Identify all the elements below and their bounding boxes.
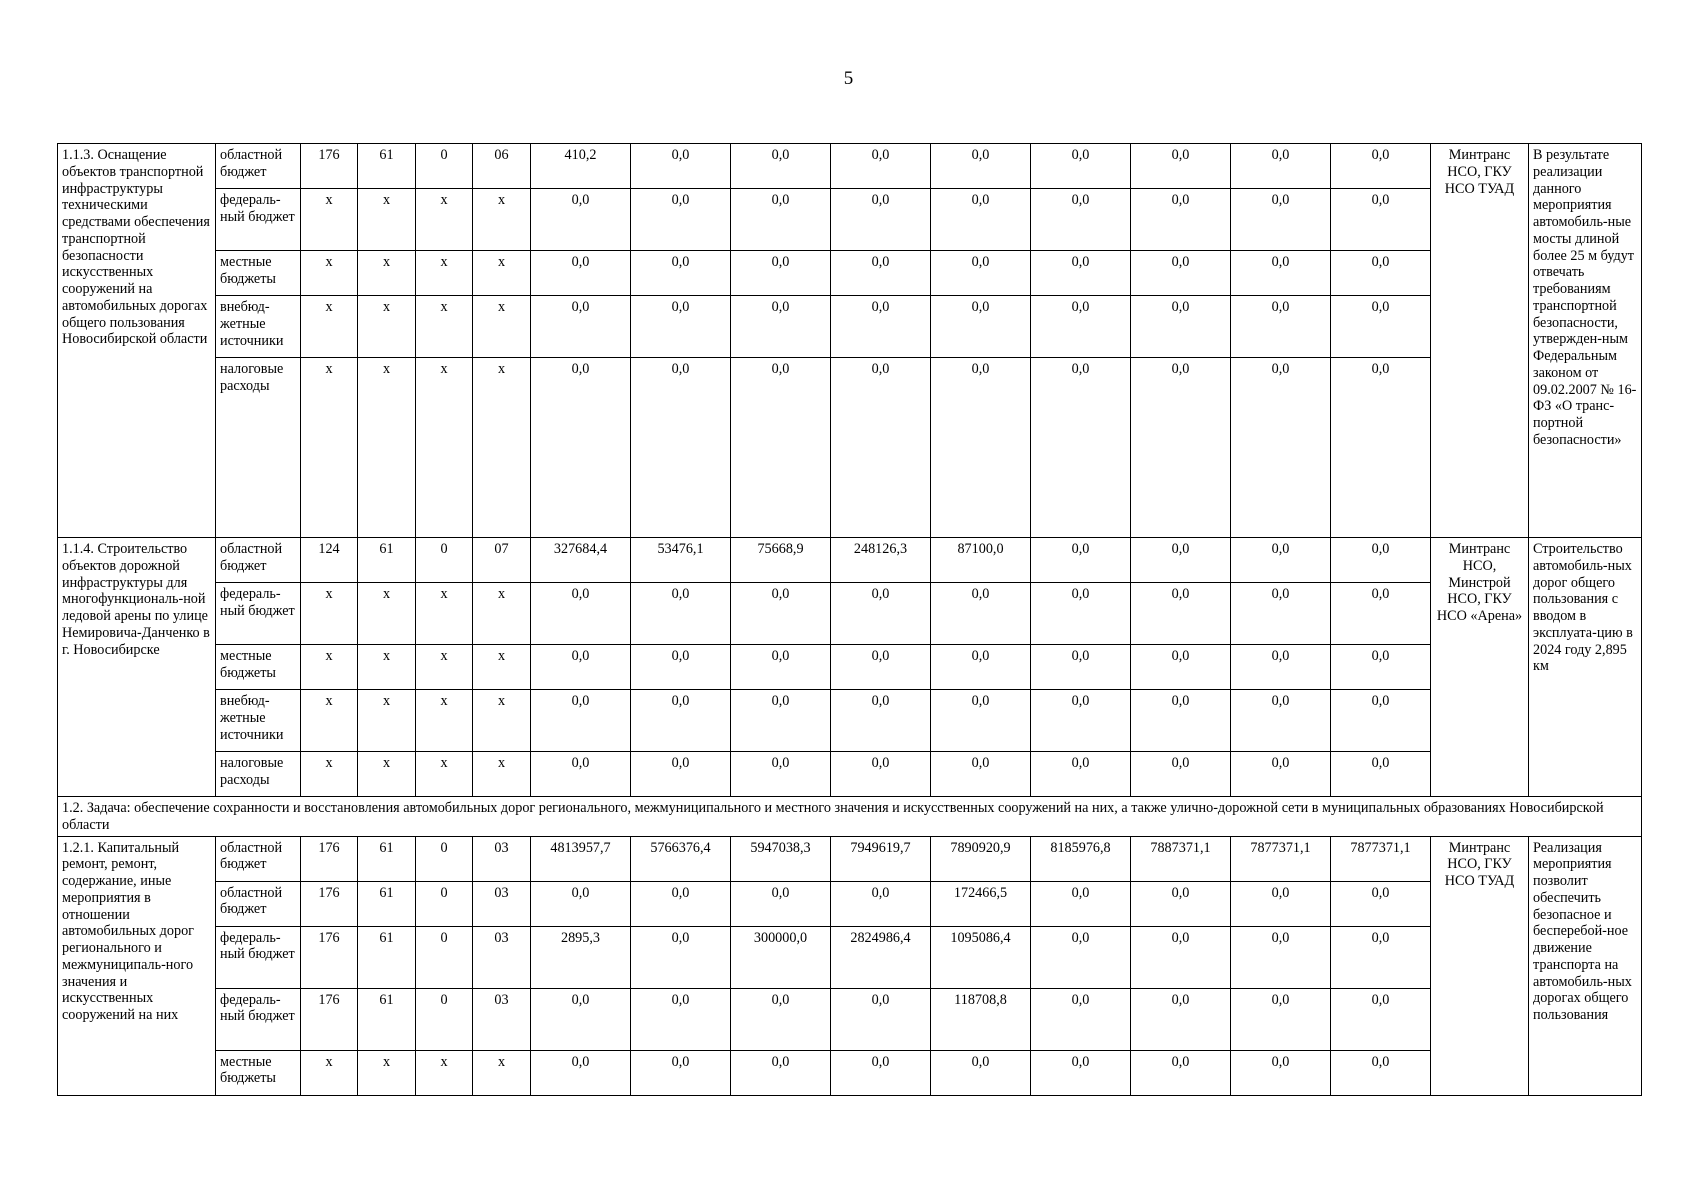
budget-code: x bbox=[416, 690, 473, 752]
amount-value: 0,0 bbox=[531, 251, 631, 296]
amount-value: 0,0 bbox=[931, 690, 1031, 752]
amount-value: 0,0 bbox=[1331, 358, 1431, 538]
budget-code: 176 bbox=[301, 988, 358, 1050]
table-row bbox=[58, 926, 1642, 988]
budget-code: x bbox=[416, 358, 473, 538]
amount-value: 0,0 bbox=[831, 881, 931, 926]
amount-value: 75668,9 bbox=[731, 538, 831, 583]
amount-value: 300000,0 bbox=[731, 926, 831, 988]
amount-value: 0,0 bbox=[1131, 538, 1231, 583]
amount-value: 0,0 bbox=[1131, 645, 1231, 690]
budget-code: x bbox=[301, 690, 358, 752]
budget-code: x bbox=[358, 189, 416, 251]
amount-value: 327684,4 bbox=[531, 538, 631, 583]
table-row bbox=[58, 752, 1642, 797]
amount-value: 5766376,4 bbox=[631, 836, 731, 881]
amount-value: 0,0 bbox=[1331, 926, 1431, 988]
amount-value: 0,0 bbox=[631, 926, 731, 988]
budget-code: 176 bbox=[301, 836, 358, 881]
amount-value: 0,0 bbox=[531, 358, 631, 538]
amount-value: 0,0 bbox=[831, 251, 931, 296]
amount-value: 0,0 bbox=[1231, 144, 1331, 189]
amount-value: 0,0 bbox=[1231, 538, 1331, 583]
funding-source: областной бюджет bbox=[216, 144, 301, 189]
amount-value: 0,0 bbox=[731, 296, 831, 358]
budget-code: x bbox=[358, 1050, 416, 1095]
table-row bbox=[58, 690, 1642, 752]
budget-code: 06 bbox=[473, 144, 531, 189]
amount-value: 172466,5 bbox=[931, 881, 1031, 926]
amount-value: 0,0 bbox=[1031, 358, 1131, 538]
amount-value: 0,0 bbox=[931, 189, 1031, 251]
budget-code: x bbox=[473, 358, 531, 538]
amount-value: 0,0 bbox=[731, 881, 831, 926]
amount-value: 0,0 bbox=[631, 988, 731, 1050]
funding-source: федераль-ный бюджет bbox=[216, 583, 301, 645]
amount-value: 0,0 bbox=[731, 988, 831, 1050]
amount-value: 87100,0 bbox=[931, 538, 1031, 583]
amount-value: 0,0 bbox=[531, 752, 631, 797]
budget-code: x bbox=[473, 645, 531, 690]
amount-value: 0,0 bbox=[1331, 296, 1431, 358]
table-row bbox=[58, 144, 1642, 189]
measure-name: 1.2.1. Капитальный ремонт, ремонт, содержание, иные мероприятия в отношении автомобильных дорог регионального и межмуниципаль-ного значения и искусственных сооружений на них bbox=[58, 836, 216, 1095]
amount-value: 0,0 bbox=[931, 251, 1031, 296]
amount-value: 0,0 bbox=[531, 645, 631, 690]
budget-code: x bbox=[358, 690, 416, 752]
expected-result: В результате реализации данного мероприятия автомобиль-ные мосты длиной более 25 м будут отвечать требованиям транспортной безопасности, утвержден-ным Федеральным законом от 09.02.2007 № 16-ФЗ «О транс-портной безопасности» bbox=[1529, 144, 1642, 538]
amount-value: 0,0 bbox=[631, 358, 731, 538]
amount-value: 0,0 bbox=[1231, 645, 1331, 690]
table-row bbox=[58, 645, 1642, 690]
executor: Минтранс НСО, ГКУ НСО ТУАД bbox=[1431, 144, 1529, 538]
amount-value: 0,0 bbox=[1331, 144, 1431, 189]
expected-result: Строительство автомобиль-ных дорог общего пользования с вводом в эксплуата-цию в 2024 году 2,895 км bbox=[1529, 538, 1642, 797]
amount-value: 0,0 bbox=[631, 752, 731, 797]
amount-value: 0,0 bbox=[531, 690, 631, 752]
budget-code: 03 bbox=[473, 881, 531, 926]
table-row bbox=[58, 836, 1642, 881]
amount-value: 0,0 bbox=[931, 144, 1031, 189]
amount-value: 7877371,1 bbox=[1231, 836, 1331, 881]
task-row bbox=[58, 797, 1642, 837]
amount-value: 0,0 bbox=[531, 583, 631, 645]
amount-value: 0,0 bbox=[731, 752, 831, 797]
amount-value: 2824986,4 bbox=[831, 926, 931, 988]
table-row bbox=[58, 538, 1642, 583]
amount-value: 0,0 bbox=[731, 690, 831, 752]
table-row bbox=[58, 881, 1642, 926]
page-number: 5 bbox=[843, 68, 854, 89]
amount-value: 0,0 bbox=[1031, 926, 1131, 988]
amount-value: 0,0 bbox=[1231, 881, 1331, 926]
budget-code: x bbox=[416, 645, 473, 690]
funding-source: местные бюджеты bbox=[216, 251, 301, 296]
amount-value: 0,0 bbox=[831, 358, 931, 538]
amount-value: 0,0 bbox=[1131, 690, 1231, 752]
budget-code: 03 bbox=[473, 836, 531, 881]
amount-value: 0,0 bbox=[1131, 583, 1231, 645]
budget-code: x bbox=[358, 752, 416, 797]
budget-code: 176 bbox=[301, 926, 358, 988]
amount-value: 0,0 bbox=[1131, 189, 1231, 251]
table-row bbox=[58, 583, 1642, 645]
budget-code: 176 bbox=[301, 881, 358, 926]
budget-code: x bbox=[301, 296, 358, 358]
amount-value: 0,0 bbox=[1131, 144, 1231, 189]
amount-value: 0,0 bbox=[1231, 690, 1331, 752]
budget-code: x bbox=[473, 296, 531, 358]
budget-code: x bbox=[473, 1050, 531, 1095]
amount-value: 0,0 bbox=[631, 583, 731, 645]
amount-value: 0,0 bbox=[1231, 189, 1331, 251]
amount-value: 0,0 bbox=[731, 144, 831, 189]
amount-value: 0,0 bbox=[1031, 1050, 1131, 1095]
amount-value: 0,0 bbox=[1031, 690, 1131, 752]
amount-value: 0,0 bbox=[831, 690, 931, 752]
amount-value: 0,0 bbox=[1031, 583, 1131, 645]
amount-value: 0,0 bbox=[1131, 881, 1231, 926]
budget-code: x bbox=[416, 189, 473, 251]
budget-code: 07 bbox=[473, 538, 531, 583]
budget-code: 0 bbox=[416, 144, 473, 189]
budget-code: 176 bbox=[301, 144, 358, 189]
budget-code: x bbox=[358, 645, 416, 690]
amount-value: 0,0 bbox=[631, 1050, 731, 1095]
amount-value: 8185976,8 bbox=[1031, 836, 1131, 881]
amount-value: 0,0 bbox=[731, 358, 831, 538]
amount-value: 410,2 bbox=[531, 144, 631, 189]
funding-source: налоговые расходы bbox=[216, 358, 301, 538]
amount-value: 0,0 bbox=[631, 144, 731, 189]
budget-code: x bbox=[473, 752, 531, 797]
amount-value: 0,0 bbox=[931, 358, 1031, 538]
measure-name: 1.1.3. Оснащение объектов транспортной инфраструктуры техническими средствами обеспечения транспортной безопасности искусственных сооружений на автомобильных дорогах общего пользования Новосибирской области bbox=[58, 144, 216, 538]
amount-value: 0,0 bbox=[831, 189, 931, 251]
amount-value: 0,0 bbox=[1131, 752, 1231, 797]
budget-code: 61 bbox=[358, 144, 416, 189]
budget-code: 61 bbox=[358, 881, 416, 926]
budget-code: x bbox=[416, 583, 473, 645]
budget-code: 0 bbox=[416, 988, 473, 1050]
executor: Минтранс НСО, Минстрой НСО, ГКУ НСО «Арена» bbox=[1431, 538, 1529, 797]
budget-code: 61 bbox=[358, 926, 416, 988]
task-heading: 1.2. Задача: обеспечение сохранности и восстановления автомобильных дорог регионального, межмуниципального и местного значения и искусственных сооружений на них, а также улично-дорожной сети в муниципальных образованиях Новосибирской области bbox=[58, 797, 1642, 837]
amount-value: 0,0 bbox=[1031, 988, 1131, 1050]
program-table bbox=[57, 143, 1642, 1096]
funding-source: областной бюджет bbox=[216, 881, 301, 926]
funding-source: местные бюджеты bbox=[216, 1050, 301, 1095]
amount-value: 0,0 bbox=[731, 1050, 831, 1095]
amount-value: 4813957,7 bbox=[531, 836, 631, 881]
amount-value: 0,0 bbox=[531, 881, 631, 926]
table-row bbox=[58, 1050, 1642, 1095]
funding-source: федераль-ный бюджет bbox=[216, 926, 301, 988]
funding-source: областной бюджет bbox=[216, 836, 301, 881]
budget-code: x bbox=[358, 251, 416, 296]
amount-value: 7949619,7 bbox=[831, 836, 931, 881]
table-row bbox=[58, 296, 1642, 358]
amount-value: 0,0 bbox=[531, 1050, 631, 1095]
amount-value: 0,0 bbox=[1231, 358, 1331, 538]
budget-code: x bbox=[358, 583, 416, 645]
amount-value: 0,0 bbox=[1031, 752, 1131, 797]
amount-value: 0,0 bbox=[1231, 583, 1331, 645]
amount-value: 0,0 bbox=[731, 251, 831, 296]
amount-value: 0,0 bbox=[1231, 296, 1331, 358]
amount-value: 1095086,4 bbox=[931, 926, 1031, 988]
budget-code: x bbox=[358, 358, 416, 538]
amount-value: 0,0 bbox=[1331, 251, 1431, 296]
amount-value: 0,0 bbox=[1331, 583, 1431, 645]
budget-code: x bbox=[416, 752, 473, 797]
amount-value: 2895,3 bbox=[531, 926, 631, 988]
amount-value: 0,0 bbox=[531, 988, 631, 1050]
amount-value: 0,0 bbox=[731, 189, 831, 251]
amount-value: 0,0 bbox=[631, 251, 731, 296]
budget-code: x bbox=[416, 296, 473, 358]
budget-code: x bbox=[358, 296, 416, 358]
amount-value: 0,0 bbox=[1331, 988, 1431, 1050]
amount-value: 0,0 bbox=[1131, 251, 1231, 296]
budget-code: x bbox=[301, 583, 358, 645]
funding-source: федераль-ный бюджет bbox=[216, 189, 301, 251]
amount-value: 0,0 bbox=[931, 1050, 1031, 1095]
funding-source: налоговые расходы bbox=[216, 752, 301, 797]
budget-code: 0 bbox=[416, 926, 473, 988]
amount-value: 0,0 bbox=[931, 645, 1031, 690]
funding-source: внебюд-жетные источники bbox=[216, 690, 301, 752]
amount-value: 0,0 bbox=[1331, 538, 1431, 583]
amount-value: 0,0 bbox=[631, 881, 731, 926]
budget-code: x bbox=[473, 690, 531, 752]
amount-value: 0,0 bbox=[1131, 1050, 1231, 1095]
amount-value: 118708,8 bbox=[931, 988, 1031, 1050]
budget-code: x bbox=[301, 358, 358, 538]
funding-source: внебюд-жетные источники bbox=[216, 296, 301, 358]
amount-value: 0,0 bbox=[931, 583, 1031, 645]
amount-value: 0,0 bbox=[1031, 296, 1131, 358]
budget-code: x bbox=[301, 251, 358, 296]
measure-name: 1.1.4. Строительство объектов дорожной инфраструктуры для многофункциональ-ной ледовой арены по улице Немировича-Данченко в г. Новосибирске bbox=[58, 538, 216, 797]
amount-value: 0,0 bbox=[1131, 988, 1231, 1050]
amount-value: 0,0 bbox=[931, 296, 1031, 358]
amount-value: 0,0 bbox=[831, 988, 931, 1050]
budget-code: 03 bbox=[473, 988, 531, 1050]
amount-value: 0,0 bbox=[831, 1050, 931, 1095]
amount-value: 0,0 bbox=[831, 752, 931, 797]
budget-code: 0 bbox=[416, 836, 473, 881]
budget-code: 0 bbox=[416, 881, 473, 926]
amount-value: 0,0 bbox=[731, 645, 831, 690]
executor: Минтранс НСО, ГКУ НСО ТУАД bbox=[1431, 836, 1529, 1095]
amount-value: 0,0 bbox=[1331, 881, 1431, 926]
amount-value: 0,0 bbox=[1231, 988, 1331, 1050]
amount-value: 0,0 bbox=[1331, 752, 1431, 797]
amount-value: 0,0 bbox=[1331, 690, 1431, 752]
table-row bbox=[58, 189, 1642, 251]
amount-value: 53476,1 bbox=[631, 538, 731, 583]
amount-value: 0,0 bbox=[631, 189, 731, 251]
amount-value: 0,0 bbox=[1131, 926, 1231, 988]
amount-value: 0,0 bbox=[1231, 752, 1331, 797]
budget-code: 61 bbox=[358, 988, 416, 1050]
amount-value: 0,0 bbox=[1331, 645, 1431, 690]
budget-code: x bbox=[473, 251, 531, 296]
amount-value: 0,0 bbox=[1131, 358, 1231, 538]
table-row bbox=[58, 251, 1642, 296]
amount-value: 0,0 bbox=[1231, 926, 1331, 988]
amount-value: 7887371,1 bbox=[1131, 836, 1231, 881]
amount-value: 0,0 bbox=[1231, 1050, 1331, 1095]
amount-value: 0,0 bbox=[1131, 296, 1231, 358]
amount-value: 0,0 bbox=[1331, 1050, 1431, 1095]
budget-code: x bbox=[301, 1050, 358, 1095]
amount-value: 248126,3 bbox=[831, 538, 931, 583]
budget-code: x bbox=[416, 1050, 473, 1095]
amount-value: 0,0 bbox=[1031, 144, 1131, 189]
amount-value: 0,0 bbox=[1031, 251, 1131, 296]
budget-code: x bbox=[301, 645, 358, 690]
amount-value: 0,0 bbox=[1031, 645, 1131, 690]
budget-code: 124 bbox=[301, 538, 358, 583]
budget-code: 03 bbox=[473, 926, 531, 988]
amount-value: 0,0 bbox=[731, 583, 831, 645]
table-row bbox=[58, 988, 1642, 1050]
table-row bbox=[58, 358, 1642, 538]
amount-value: 0,0 bbox=[531, 296, 631, 358]
expected-result: Реализация мероприятия позволит обеспечить безопасное и бесперебой-ное движение транспорта на автомобиль-ных дорогах общего пользования bbox=[1529, 836, 1642, 1095]
funding-source: местные бюджеты bbox=[216, 645, 301, 690]
funding-source: областной бюджет bbox=[216, 538, 301, 583]
budget-code: x bbox=[301, 189, 358, 251]
budget-code: 61 bbox=[358, 836, 416, 881]
budget-code: x bbox=[473, 189, 531, 251]
amount-value: 0,0 bbox=[1031, 538, 1131, 583]
amount-value: 0,0 bbox=[1031, 189, 1131, 251]
amount-value: 0,0 bbox=[831, 645, 931, 690]
budget-code: x bbox=[301, 752, 358, 797]
amount-value: 0,0 bbox=[631, 690, 731, 752]
amount-value: 0,0 bbox=[931, 752, 1031, 797]
amount-value: 7890920,9 bbox=[931, 836, 1031, 881]
budget-code: 61 bbox=[358, 538, 416, 583]
amount-value: 0,0 bbox=[631, 296, 731, 358]
amount-value: 0,0 bbox=[831, 296, 931, 358]
amount-value: 0,0 bbox=[1231, 251, 1331, 296]
amount-value: 5947038,3 bbox=[731, 836, 831, 881]
amount-value: 0,0 bbox=[1331, 189, 1431, 251]
amount-value: 0,0 bbox=[631, 645, 731, 690]
budget-code: x bbox=[416, 251, 473, 296]
funding-source: федераль-ный бюджет bbox=[216, 988, 301, 1050]
budget-code: 0 bbox=[416, 538, 473, 583]
amount-value: 0,0 bbox=[531, 189, 631, 251]
budget-code: x bbox=[473, 583, 531, 645]
amount-value: 0,0 bbox=[1031, 881, 1131, 926]
amount-value: 7877371,1 bbox=[1331, 836, 1431, 881]
amount-value: 0,0 bbox=[831, 144, 931, 189]
amount-value: 0,0 bbox=[831, 583, 931, 645]
